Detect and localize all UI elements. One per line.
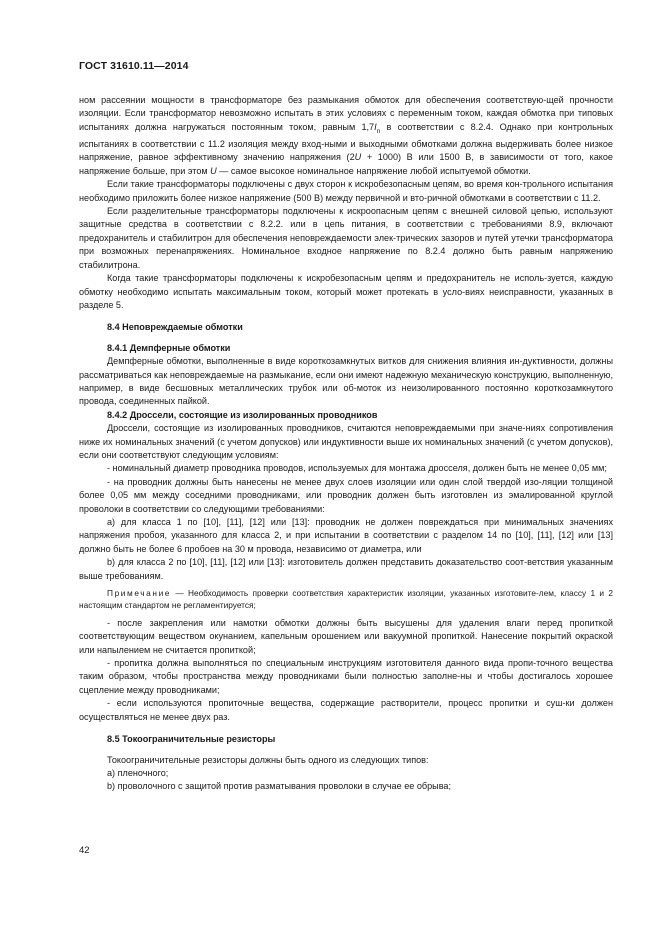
list-item-class-1: a) для класса 1 по [10], [11], [12] или [13]: проводник не должен повреждаться при минимальных значениях напряжения пробоя, указанного для класса 2, и при испытании в соответствии с разделом 14 по [10], [11], [12] или [13] должно быть не более 6 пробоев на 30 м провода, независимо от диаметра, или	[79, 517, 613, 554]
note	[79, 587, 613, 612]
subsection-heading-8-4-2: 8.4.2 Дроссели, состоящие из изолированных проводников	[107, 409, 378, 420]
standard-header: ГОСТ 31610.11—2014	[79, 60, 189, 72]
list-item-film: a) пленочного;	[107, 767, 169, 778]
list-item-class-2: b) для класса 2 по [10], [11], [12] или [13]: изготовитель должен представить доказательство соот-ветствия указанным выше требованиям.	[79, 557, 613, 581]
paragraph-isolating-transformers: Если разделительные трансформаторы подключены к искроопасным цепям с внешней силовой цепью, используют защитные средства в соответствии с 8.2.2. или в цепь питания, в соответствии с требованиями 8.9, включают предохранитель и стабилитрон для обеспечения неповреждаемости элек-трических зазоров и путей утечки трансформатора при возможных перенапряжениях. Номинальное входное напряжение по 8.2.4 должно быть равным напряжению стабилитрона.	[79, 206, 613, 270]
paragraph-no-fuse: Когда такие трансформаторы подключены к искробезопасным цепям и предохранитель не исполь-зуется, каждую обмотку необходимо испытать максимальным током, который может протекать в усло-виях неисправности, указанных в разделе 5.	[79, 273, 613, 310]
paragraph-two-sided-connection: Если такие трансформаторы подключены с двух сторон к искробезопасным цепям, во время кон-трольного испытания необходимо приложить более низкое напряжение (500 В) между первичной и вто-ричной обмотками в соответствии с 11.2.	[79, 179, 613, 203]
section-heading-8-4: 8.4 Неповреждаемые обмотки	[107, 322, 243, 333]
list-item-wirewound: b) проволочного с защитой против разматывания проволоки в случае ее обрыва;	[107, 781, 452, 792]
paragraph-transformer-insulation: ном рассеянии мощности в трансформаторе без размыкания обмоток для обеспечения соответствую-щей прочности изоляции. Если трансформатор невозможно испытать в этих условиях с переменным током, каждая обмотка при типовых испытаниях должна нагружаться постоянным током, равным $1,7I_n$ в соответствии с 8.2.4. Однако при контрольных испытаниях в соответствии с 11.2 изоляция между вход-ными и выходными обмотками должна выдерживать более низкое напряжение, равное эффективному значению напряжения (2U + 1000) В или 1500 В, в зависимости от того, какое напряжение больше, при этом U — самое высокое номинальное напряжение любой испытуемой обмотки.	[79, 95, 613, 176]
subsection-heading-8-4-1: 8.4.1 Демпферные обмотки	[107, 342, 231, 353]
list-item-drying: - после закрепления или намотки обмотки должны быть высушены для удаления влаги перед пропиткой соответствующим веществом окунанием, капельным орошением или вакуумной пропиткой. Нанесение покрытий окраской или напылением не считается пропиткой;	[79, 617, 613, 655]
note-label: Примечание	[107, 588, 172, 599]
paragraph-chokes: Дроссели, состоящие из изолированных проводников, считаются неповреждаемыми при значе-ниях сопротивления ниже их номинальных значений (с учетом допусков) или индуктивности выше их номинальных значений (с учетом допусков), если они соответствуют следующим условиям:	[79, 423, 613, 460]
page-body	[79, 94, 613, 794]
list-item-insulation-layers: - на проводник должны быть нанесены не менее двух слоев изоляции или один слой твердой изо-ляции толщиной более 0,05 мм между соседними проводниками, или проводник должен быть изготовлен из эмалированной круглой проволоки в соответствии со следующими требованиями:	[79, 476, 613, 514]
list-item-conductor-diameter: - номинальный диаметр проводника проводов, используемых для монтажа дросселя, должен быть не менее 0,05 мм;	[107, 463, 607, 474]
note-text: — Необходимость проверки соответствия характеристик изоляции, указанных изготовите-лем, классу 1 и 2 настоящим стандартом не регламентируется;	[79, 588, 613, 611]
paragraph-resistor-types: Токоограничительные резисторы должны быть одного из следующих типов:	[107, 754, 429, 765]
section-heading-8-5: 8.5 Токоограничительные резисторы	[107, 734, 276, 745]
paragraph-damping-windings: Демпферные обмотки, выполненные в виде короткозамкнутых витков для снижения влияния ин-дуктивности, должны рассматриваться как неповреждаемые на размыкание, если они имеют надежную механическую конструкцию, выполненную, например, в виде бесшовных металлических трубок или об-моток из неизолированного постоянно короткозамкнутого провода, соединенных пайкой.	[79, 356, 613, 407]
list-item-impregnation: - пропитка должна выполняться по специальным инструкциям изготовителя данного вида пропи-точного вещества таким образом, чтобы пространства между проводниками были полностью заполне-ны и чтобы достигалось хорошее сцепление между проводниками;	[79, 658, 613, 695]
list-item-solvents: - если используются пропиточные вещества, содержащие растворители, процесс пропитки и суш-ки должен осуществляться не менее двух раз.	[79, 698, 613, 722]
page-number: 42	[79, 845, 90, 856]
